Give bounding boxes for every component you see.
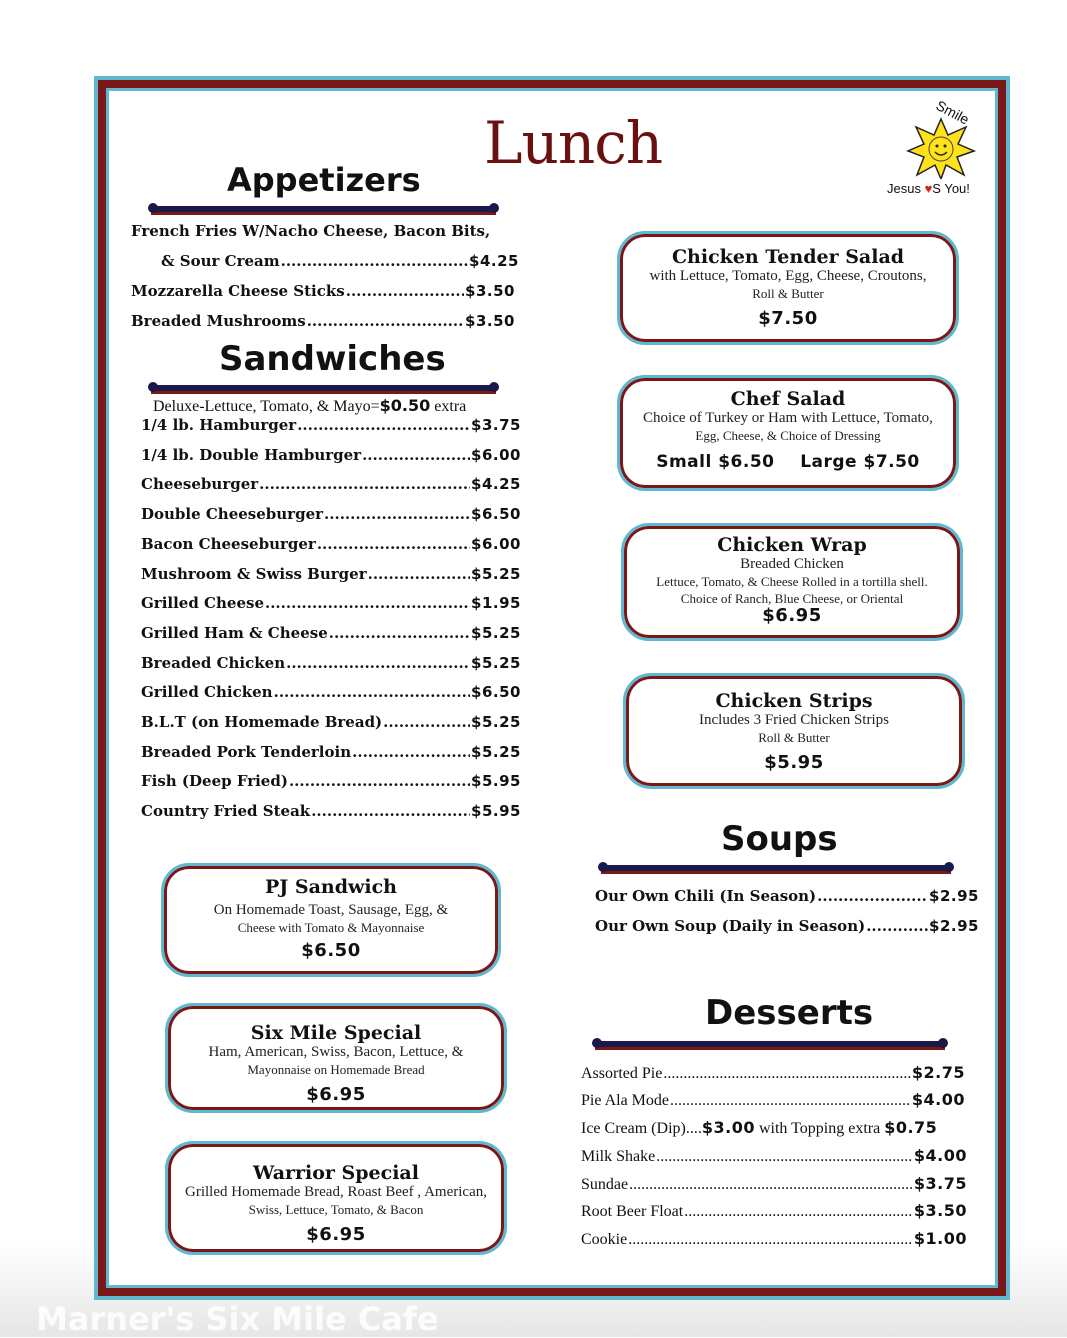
sun-icon: [906, 117, 976, 179]
small-price: Small $6.50: [656, 452, 775, 472]
item-price: $3.50: [465, 312, 515, 330]
sandwich-item: [141, 654, 521, 672]
appetizer-item: [131, 312, 515, 330]
menu-frame: [94, 76, 1010, 1300]
special-price: $6.95: [306, 1084, 366, 1105]
item-name: Cookie: [581, 1230, 628, 1248]
soup-item: [595, 887, 979, 905]
salad-name: Chef Salad: [730, 388, 846, 410]
item-price: $5.25: [471, 653, 521, 672]
soup-item: [595, 917, 979, 935]
special-desc: Cheese with Tomato & Mayonnaise: [237, 920, 425, 935]
item-name: Sundae: [581, 1175, 629, 1193]
leader-dots: [259, 475, 470, 493]
sandwich-item: [141, 594, 521, 612]
appetizer-fries-line: French Fries W/Nacho Cheese, Bacon Bits,: [131, 222, 491, 240]
dessert-item: [581, 1174, 967, 1194]
special-box: [161, 863, 501, 977]
item-name: Double Cheeseburger: [141, 505, 324, 524]
item-price: $2.95: [929, 917, 979, 935]
desserts-heading: Desserts: [705, 993, 874, 1033]
leader-dots: [670, 1092, 911, 1110]
item-price: $2.75: [911, 1063, 965, 1082]
leader-dots: [383, 713, 470, 731]
item-price: $5.95: [471, 772, 521, 791]
item-price: $4.25: [471, 475, 521, 494]
item-name: & Sour Cream: [161, 252, 280, 270]
soups-heading: Soups: [721, 819, 838, 859]
item-name: Grilled Cheese: [141, 594, 264, 613]
item-price: $3.50: [465, 282, 515, 300]
item-price: $1.95: [471, 594, 521, 613]
sandwich-item: [141, 624, 521, 642]
large-price: Large $7.50: [800, 452, 920, 472]
item-price: $4.00: [913, 1146, 967, 1165]
salad-desc: Roll & Butter: [758, 730, 830, 745]
salad-box: [617, 375, 959, 491]
leader-dots: [286, 654, 470, 672]
item-name: Our Own Soup (Daily in Season): [595, 917, 866, 935]
salad-desc: Lettuce, Tomato, & Cheese Rolled in a tortilla shell.: [656, 574, 928, 589]
sandwich-item: [141, 802, 521, 820]
leader-dots: [297, 416, 470, 434]
item-price: $2.95: [929, 887, 979, 905]
dessert-item: [581, 1090, 965, 1110]
item-price: $5.95: [471, 802, 521, 821]
dessert-item: [581, 1229, 967, 1249]
salad-desc: Includes 3 Fried Chicken Strips: [699, 712, 889, 728]
item-price: $3.75: [471, 416, 521, 434]
item-name: Assorted Pie: [581, 1065, 663, 1082]
leader-dots: [324, 505, 470, 523]
ice-cream-text: Ice Cream (Dip)....: [581, 1120, 702, 1137]
item-price: $6.00: [471, 445, 521, 464]
item-name: Breaded Chicken: [141, 653, 286, 672]
appetizers-heading: Appetizers: [227, 161, 421, 199]
special-name: Six Mile Special: [250, 1022, 422, 1044]
soups-rule: [601, 865, 951, 874]
item-price: $5.25: [471, 564, 521, 583]
sandwiches-rule: [151, 385, 496, 394]
special-name: PJ Sandwich: [265, 876, 397, 898]
menu-sheet: [106, 88, 998, 1288]
deluxe-price: $0.50: [379, 396, 431, 415]
leader-dots: [368, 565, 470, 583]
deluxe-note: [153, 396, 466, 416]
item-price: $4.00: [911, 1090, 965, 1109]
item-price: $6.50: [471, 505, 521, 524]
salad-box: [621, 523, 963, 641]
item-name: Breaded Pork Tenderloin: [141, 742, 352, 761]
sandwich-item: [141, 772, 521, 790]
leader-dots: [866, 917, 928, 935]
leader-dots: [329, 624, 470, 642]
item-name: Breaded Mushrooms: [131, 312, 306, 330]
item-name: Root Beer Float: [581, 1203, 684, 1220]
salad-price: $5.95: [764, 752, 824, 773]
salad-price: $7.50: [758, 308, 818, 329]
deluxe-suffix: extra: [430, 398, 467, 415]
special-box: [165, 1141, 507, 1255]
item-name: Country Fried Steak: [141, 802, 311, 821]
item-price: $5.25: [471, 742, 521, 761]
item-name: 1/4 lb. Double Hamburger: [141, 445, 362, 464]
salad-desc: Choice of Ranch, Blue Cheese, or Oriental: [680, 591, 904, 606]
leader-dots: [817, 887, 928, 905]
item-name: B.L.T (on Homemade Bread): [141, 713, 383, 731]
item-name: 1/4 lb. Hamburger: [141, 416, 297, 434]
leader-dots: [656, 1148, 913, 1166]
item-price: $6.00: [471, 534, 521, 553]
special-desc: Grilled Homemade Bread, Roast Beef , American,: [185, 1184, 487, 1200]
leader-dots: [628, 1231, 913, 1249]
watermark: Marner's Six Mile Cafe: [36, 1300, 439, 1338]
salad-box: [617, 231, 959, 345]
leader-dots: [352, 743, 470, 761]
salad-desc: Egg, Cheese, & Choice of Dressing: [695, 428, 881, 443]
leader-dots: [265, 594, 470, 612]
item-name: Grilled Chicken: [141, 683, 273, 702]
sandwich-item: [141, 565, 521, 583]
item-price: $4.25: [469, 252, 519, 270]
sandwich-item: [141, 743, 521, 761]
special-desc: Mayonnaise on Homemade Bread: [247, 1062, 425, 1077]
item-name: Milk Shake: [581, 1148, 656, 1165]
appetizers-rule: [151, 206, 496, 215]
jesus-loves-you: [887, 181, 970, 196]
sandwich-item: [141, 713, 521, 731]
item-name: Mushroom & Swiss Burger: [141, 564, 367, 583]
salad-desc: Roll & Butter: [752, 286, 824, 301]
item-name: Cheeseburger: [141, 475, 259, 494]
ice-cream-topping-text: with Topping extra: [754, 1120, 885, 1137]
item-price: $6.50: [471, 683, 521, 702]
menu-title: Lunch: [484, 109, 663, 177]
leader-dots: [307, 312, 464, 330]
salad-box: [623, 673, 965, 789]
jesus-prefix: Jesus: [887, 181, 925, 196]
smile-label: Smile: [933, 97, 972, 128]
item-name: Fish (Deep Fried): [141, 772, 288, 791]
deluxe-text: Deluxe-Lettuce, Tomato, & Mayo=: [153, 398, 380, 415]
salad-name: Chicken Strips: [715, 690, 873, 712]
jesus-suffix: S You!: [932, 181, 970, 196]
salad-desc: Choice of Turkey or Ham with Lettuce, Tomato,: [643, 410, 933, 426]
item-price: $5.25: [471, 713, 521, 731]
leader-dots: [317, 535, 470, 553]
dessert-item: [581, 1063, 965, 1083]
special-desc: Swiss, Lettuce, Tomato, & Bacon: [248, 1202, 424, 1217]
sandwich-item: [141, 683, 521, 701]
sandwich-item: [141, 416, 521, 434]
special-name: Warrior Special: [253, 1162, 419, 1184]
salad-name: Chicken Wrap: [717, 534, 867, 556]
dessert-item: [581, 1146, 967, 1166]
leader-dots: [629, 1176, 913, 1194]
dessert-item: [581, 1201, 967, 1221]
item-price: $3.75: [913, 1173, 967, 1193]
sandwich-item: [141, 505, 521, 523]
special-price: $6.95: [306, 1224, 366, 1245]
leader-dots: [684, 1203, 913, 1221]
salad-name: Chicken Tender Salad: [671, 246, 905, 268]
leader-dots: [362, 446, 470, 464]
special-desc: Ham, American, Swiss, Bacon, Lettuce, &: [208, 1044, 464, 1060]
leader-dots: [281, 252, 468, 270]
item-price: $3.50: [913, 1201, 967, 1220]
salad-desc: Breaded Chicken: [740, 556, 844, 572]
sandwiches-heading: Sandwiches: [219, 339, 446, 379]
sandwich-item: [141, 535, 521, 553]
chef-salad-prices: [620, 452, 956, 472]
sandwich-item: [141, 475, 521, 493]
special-price: $6.50: [301, 940, 361, 961]
item-price: $1.00: [913, 1228, 967, 1248]
salad-desc: with Lettuce, Tomato, Egg, Cheese, Croutons,: [649, 268, 927, 284]
leader-dots: [663, 1065, 911, 1083]
salad-price: $6.95: [762, 605, 822, 626]
leader-dots: [289, 772, 470, 790]
leader-dots: [346, 282, 464, 300]
item-name: Pie Ala Mode: [581, 1092, 669, 1109]
ice-cream-line: [581, 1118, 937, 1138]
appetizer-item: [131, 282, 515, 300]
ice-cream-topping-price: $0.75: [884, 1118, 938, 1137]
leader-dots: [311, 802, 470, 820]
item-name: Grilled Ham & Cheese: [141, 623, 328, 642]
heart-icon: ♥: [924, 181, 933, 196]
item-name: Mozzarella Cheese Sticks: [131, 282, 345, 300]
item-price: $5.25: [471, 623, 521, 642]
special-desc: On Homemade Toast, Sausage, Egg, &: [213, 902, 449, 918]
sandwich-item: [141, 446, 521, 464]
item-name: Bacon Cheeseburger: [141, 534, 316, 553]
special-box: [165, 1003, 507, 1113]
leader-dots: [274, 683, 470, 701]
desserts-rule: [595, 1041, 945, 1050]
item-name: Our Own Chili (In Season): [595, 887, 817, 905]
ice-cream-price: $3.00: [701, 1118, 755, 1137]
appetizer-item: [161, 252, 519, 270]
